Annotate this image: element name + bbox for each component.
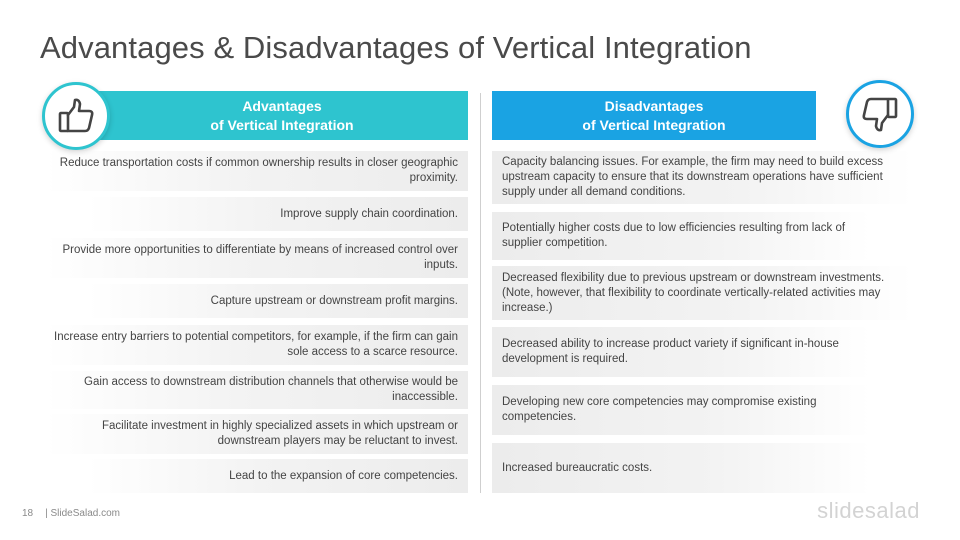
advantage-item-2 bbox=[88, 197, 468, 231]
advantage-item-6 bbox=[46, 371, 468, 409]
disadvantage-item-text: Decreased ability to increase product variety if significant in-house development is required. bbox=[502, 338, 839, 365]
disadvantage-item-1 bbox=[492, 151, 912, 204]
disadvantages-header-line1: Disadvantages bbox=[604, 97, 704, 114]
advantage-item-text: Increase entry barriers to potential competitors, for example, if the firm can gain sole access to a scarce resource. bbox=[54, 331, 458, 358]
disadvantages-header bbox=[492, 91, 816, 140]
thumbs-down-icon bbox=[846, 80, 914, 148]
advantage-item-4 bbox=[88, 284, 468, 318]
advantages-header bbox=[96, 91, 468, 140]
advantage-item-1 bbox=[46, 151, 468, 191]
footer-site: | SlideSalad.com bbox=[45, 508, 120, 519]
advantage-item-text: Lead to the expansion of core competencies. bbox=[229, 469, 458, 482]
advantage-item-8 bbox=[88, 459, 468, 493]
advantage-item-text: Improve supply chain coordination. bbox=[280, 207, 458, 220]
advantages-header-line2: of Vertical Integration bbox=[210, 116, 354, 133]
advantage-item-text: Provide more opportunities to differentiate by means of increased control over inputs. bbox=[62, 244, 458, 271]
disadvantage-item-2 bbox=[492, 212, 870, 260]
advantage-item-7 bbox=[46, 414, 468, 454]
advantage-item-text: Reduce transportation costs if common ownership results in closer geographic proximity. bbox=[59, 157, 458, 184]
disadvantage-item-6 bbox=[492, 443, 870, 493]
brand-logo: slidesalad bbox=[817, 498, 920, 523]
disadvantage-item-4 bbox=[492, 327, 870, 377]
column-divider bbox=[480, 93, 481, 493]
disadvantage-item-text: Developing new core competencies may compromise existing competencies. bbox=[502, 396, 817, 423]
advantage-item-3 bbox=[46, 238, 468, 278]
disadvantage-item-5 bbox=[492, 385, 870, 435]
disadvantage-item-text: Decreased flexibility due to previous upstream or downstream investments. (Note, however, that flexibility to coordinate vertically-related activities may increase.) bbox=[502, 271, 885, 314]
disadvantages-header-line2: of Vertical Integration bbox=[582, 116, 726, 133]
advantage-item-text: Gain access to downstream distribution channels that otherwise would be inaccessible. bbox=[84, 376, 458, 403]
disadvantage-item-text: Increased bureaucratic costs. bbox=[502, 461, 653, 474]
advantage-item-text: Facilitate investment in highly specialized assets in which upstream or downstream players may be reluctant to invest. bbox=[101, 420, 458, 447]
slide-footer bbox=[22, 508, 126, 519]
thumbs-up-icon bbox=[42, 82, 110, 150]
page-number: 18 bbox=[22, 508, 34, 519]
disadvantage-item-text: Potentially higher costs due to low efficiencies resulting from lack of supplier competition. bbox=[502, 222, 846, 249]
disadvantage-item-3 bbox=[492, 266, 912, 320]
advantages-header-line1: Advantages bbox=[242, 97, 322, 114]
advantage-item-5 bbox=[46, 325, 468, 365]
slide-title: Advantages & Disadvantages of Vertical Integration bbox=[40, 30, 752, 65]
disadvantage-item-text: Capacity balancing issues. For example, the firm may need to build excess upstream capacity to ensure that its downstream operations have sufficient supply under all demand conditions. bbox=[502, 156, 883, 198]
advantage-item-text: Capture upstream or downstream profit margins. bbox=[210, 294, 458, 307]
